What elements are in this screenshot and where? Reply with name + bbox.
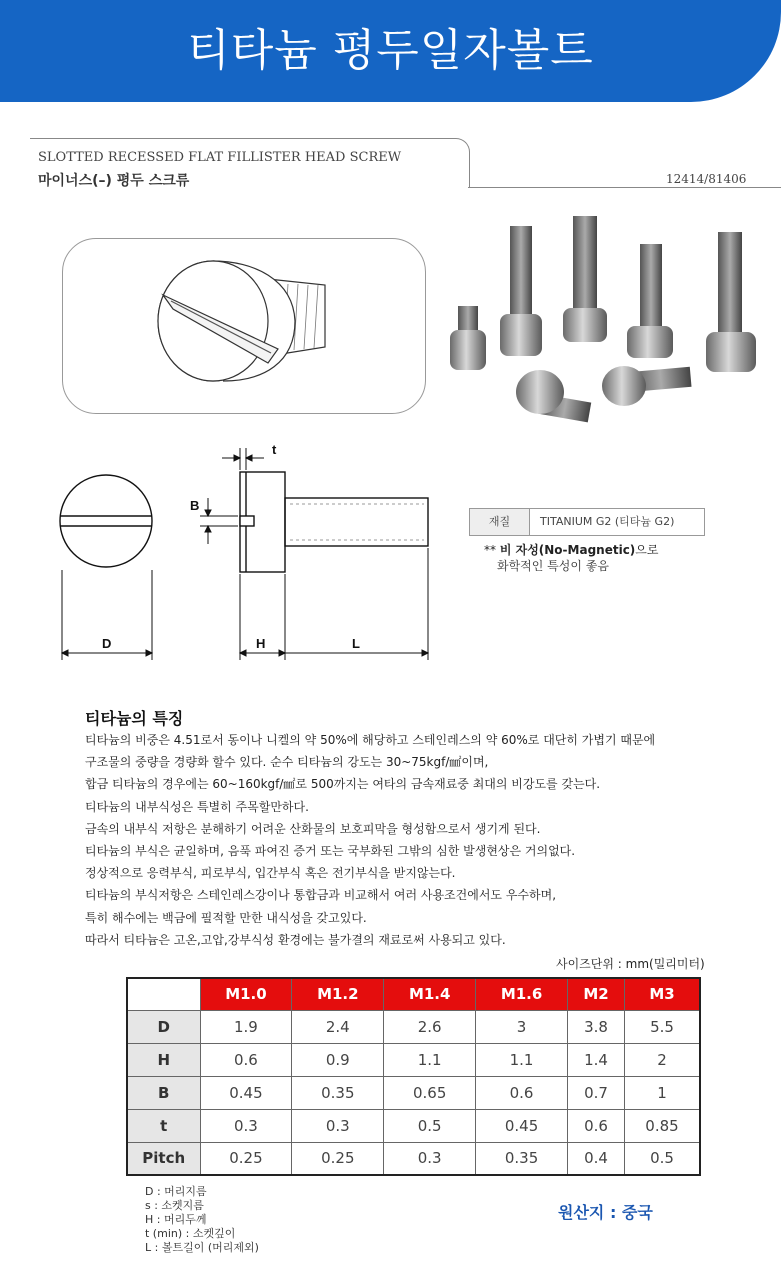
legend-item: L : 볼트길이 (머리제외)	[145, 1241, 259, 1254]
table-cell: 0.35	[476, 1142, 568, 1175]
table-cell: 0.65	[384, 1076, 476, 1109]
size-table	[126, 977, 701, 1176]
table-cell: 3.8	[568, 1010, 625, 1043]
row-label: H	[127, 1043, 200, 1076]
row-label: t	[127, 1109, 200, 1142]
size-col-header: M3	[625, 978, 700, 1010]
legend-item: s : 소켓지름	[145, 1199, 204, 1212]
dim-label-l: L	[352, 636, 360, 651]
table-cell: 0.9	[292, 1043, 384, 1076]
table-cell: 0.3	[200, 1109, 292, 1142]
table-cell: 5.5	[625, 1010, 700, 1043]
legend-item: D : 머리지름	[145, 1185, 207, 1198]
size-col-header: M2	[568, 978, 625, 1010]
table-cell: 0.35	[292, 1076, 384, 1109]
magnetic-note-suffix: 으로	[635, 543, 659, 557]
dim-label-h: H	[256, 636, 266, 651]
table-row	[127, 1010, 700, 1043]
table-cell: 1.1	[476, 1043, 568, 1076]
feature-line: 티타늄의 내부식성은 특별히 주목할만하다.	[85, 799, 309, 814]
table-cell: 0.25	[292, 1142, 384, 1175]
table-cell: 0.7	[568, 1076, 625, 1109]
product-korean-title: 마이너스(–) 평두 스크류	[38, 173, 190, 189]
abbreviation-legend	[145, 1185, 259, 1255]
table-cell: 0.45	[200, 1076, 292, 1109]
table-cell: 0.6	[568, 1109, 625, 1142]
feature-line: 따라서 티타늄은 고온,고압,강부식성 환경에는 불가결의 재료로써 사용되고 있다.	[85, 932, 506, 947]
legend-item: t (min) : 소켓깊이	[145, 1227, 236, 1240]
table-cell: 0.4	[568, 1142, 625, 1175]
feature-line: 합금 티타늄의 경우에는 60~160kgf/㎟로 500까지는 여타의 금속재료중 최대의 비강도를 갖는다.	[85, 777, 601, 792]
table-cell: 2.4	[292, 1010, 384, 1043]
table-cell: 0.5	[384, 1109, 476, 1142]
size-col-header: M1.2	[292, 978, 384, 1010]
product-photo	[430, 196, 781, 446]
screw-sketch-box	[62, 238, 426, 414]
features-list	[85, 732, 765, 954]
material-label: 재질	[470, 509, 530, 535]
size-col-header: M1.6	[476, 978, 568, 1010]
feature-line: 특히 해수에는 백금에 필적할 만한 내식성을 갖고있다.	[85, 910, 367, 925]
table-cell: 0.45	[476, 1109, 568, 1142]
header-divider	[468, 187, 781, 188]
feature-line: 구조물의 중량을 경량화 할수 있다. 순수 티타늄의 강도는 30~75kgf/㎟이며,	[85, 755, 489, 770]
table-cell: 0.6	[200, 1043, 292, 1076]
table-cell: 1	[625, 1076, 700, 1109]
dim-label-d: D	[102, 636, 112, 651]
table-cell: 0.6	[476, 1076, 568, 1109]
table-row	[127, 1076, 700, 1109]
table-cell: 1.1	[384, 1043, 476, 1076]
dimension-drawing	[40, 440, 440, 670]
table-cell: 0.3	[384, 1142, 476, 1175]
table-row	[127, 1043, 700, 1076]
row-label: Pitch	[127, 1142, 200, 1175]
country-of-origin: 원산지 : 중국	[558, 1203, 653, 1222]
material-value: TITANIUM G2 (티타늄 G2)	[540, 515, 675, 528]
dim-label-t: t	[272, 442, 277, 457]
page-title: 티타늄 평두일자볼트	[187, 25, 594, 76]
row-label: D	[127, 1010, 200, 1043]
part-number: 12414/81406	[666, 172, 747, 186]
feature-line: 금속의 내부식 저항은 분해하기 어려운 산화물의 보호피막을 형성함으로서 생기게 된다.	[85, 821, 541, 836]
material-table	[469, 508, 705, 536]
table-row	[127, 1109, 700, 1142]
size-col-header: M1.0	[200, 978, 292, 1010]
product-english-title: SLOTTED RECESSED FLAT FILLISTER HEAD SCREW	[38, 150, 402, 165]
title-banner	[0, 0, 781, 102]
size-unit-label: 사이즈단위 : mm(밀리미터)	[556, 957, 705, 971]
table-cell: 0.3	[292, 1109, 384, 1142]
table-cell: 0.85	[625, 1109, 700, 1142]
chemical-note: 화학적인 특성이 좋음	[497, 559, 609, 573]
table-cell: 3	[476, 1010, 568, 1043]
size-col-header: M1.4	[384, 978, 476, 1010]
screw-sketch-illustration	[63, 239, 425, 413]
legend-item: H : 머리두께	[145, 1213, 207, 1226]
magnetic-note	[484, 541, 658, 558]
technical-drawing	[40, 440, 440, 670]
table-cell: 1.9	[200, 1010, 292, 1043]
magnetic-note-bold: 비 자성(No-Magnetic)	[499, 543, 636, 557]
feature-line: 티타늄의 비중은 4.51로서 동이나 니켈의 약 50%에 해당하고 스테인레스의 약 60%로 대단히 가볍기 때문에	[85, 733, 656, 747]
screws-photo-illustration	[430, 196, 781, 446]
feature-line: 티타늄의 부식은 균일하며, 음푹 파여진 증거 또는 국부화된 그밖의 심한 발생현상은 거의없다.	[85, 843, 576, 858]
table-cell: 2.6	[384, 1010, 476, 1043]
table-cell: 2	[625, 1043, 700, 1076]
magnetic-note-prefix: **	[484, 543, 500, 557]
table-row	[127, 1142, 700, 1175]
row-label: B	[127, 1076, 200, 1109]
table-cell: 1.4	[568, 1043, 625, 1076]
dim-label-b: B	[190, 498, 200, 513]
features-title: 티타늄의 특징	[85, 709, 184, 728]
feature-line: 정상적으로 응력부식, 피로부식, 입간부식 혹은 전기부식을 받지않는다.	[85, 866, 456, 881]
table-cell: 0.5	[625, 1142, 700, 1175]
size-table-corner	[127, 978, 200, 1010]
size-table-header-row	[127, 978, 700, 1010]
feature-line: 티타늄의 부식저항은 스테인레스강이나 통합금과 비교해서 여러 사용조건에서도 우수하며,	[85, 888, 557, 903]
table-cell: 0.25	[200, 1142, 292, 1175]
